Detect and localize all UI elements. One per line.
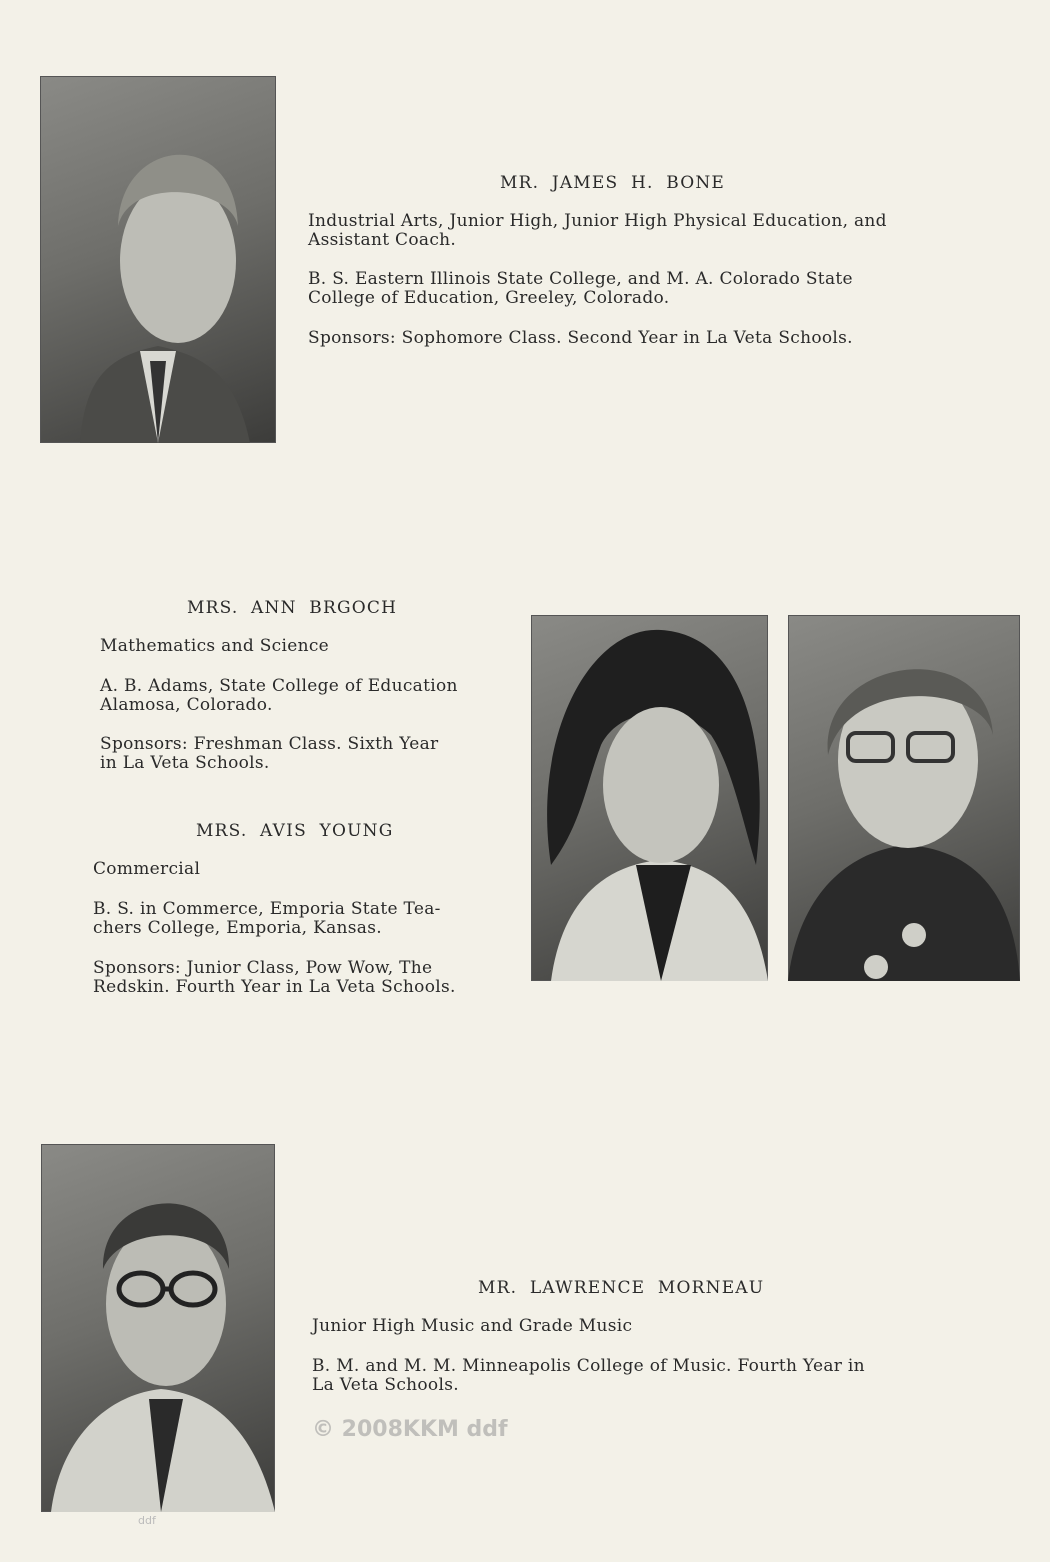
teacher-degrees-bone: B. S. Eastern Illinois State College, and M. A. Colorado State College of Education, Greeley, Colorado. [308,269,853,308]
teacher-name-bone: MR. JAMES H. BONE [500,173,726,193]
portrait-photo-brgoch [531,615,768,981]
teacher-sponsors-brgoch: Sponsors: Freshman Class. Sixth Year in La Veta Schools. [100,734,439,773]
copyright-watermark: © 2008KKM ddf [312,1417,508,1442]
teacher-sponsors-bone: Sponsors: Sophomore Class. Second Year in La Veta Schools. [308,328,853,348]
teacher-name-brgoch: MRS. ANN BRGOCH [187,598,398,618]
portrait-photo-young [788,615,1020,981]
teacher-degrees-young: B. S. in Commerce, Emporia State Tea- chers College, Emporia, Kansas. [93,899,441,938]
corner-watermark: ddf [138,1514,156,1527]
portrait-photo-bone [40,76,276,443]
teacher-subjects-brgoch: Mathematics and Science [100,636,330,656]
teacher-name-morneau: MR. LAWRENCE MORNEAU [478,1278,765,1298]
teacher-sponsors-young: Sponsors: Junior Class, Pow Wow, The Redskin. Fourth Year in La Veta Schools. [93,958,456,997]
teacher-subjects-morneau: Junior High Music and Grade Music [312,1316,633,1336]
teacher-subjects-bone: Industrial Arts, Junior High, Junior High Physical Education, and Assistant Coach. [308,211,887,250]
teacher-degrees-brgoch: A. B. Adams, State College of Education Alamosa, Colorado. [100,676,458,715]
teacher-name-young: MRS. AVIS YOUNG [196,821,394,841]
teacher-subjects-young: Commercial [93,859,201,879]
teacher-degrees-morneau: B. M. and M. M. Minneapolis College of Music. Fourth Year in La Veta Schools. [312,1356,865,1395]
portrait-photo-morneau [41,1144,275,1512]
